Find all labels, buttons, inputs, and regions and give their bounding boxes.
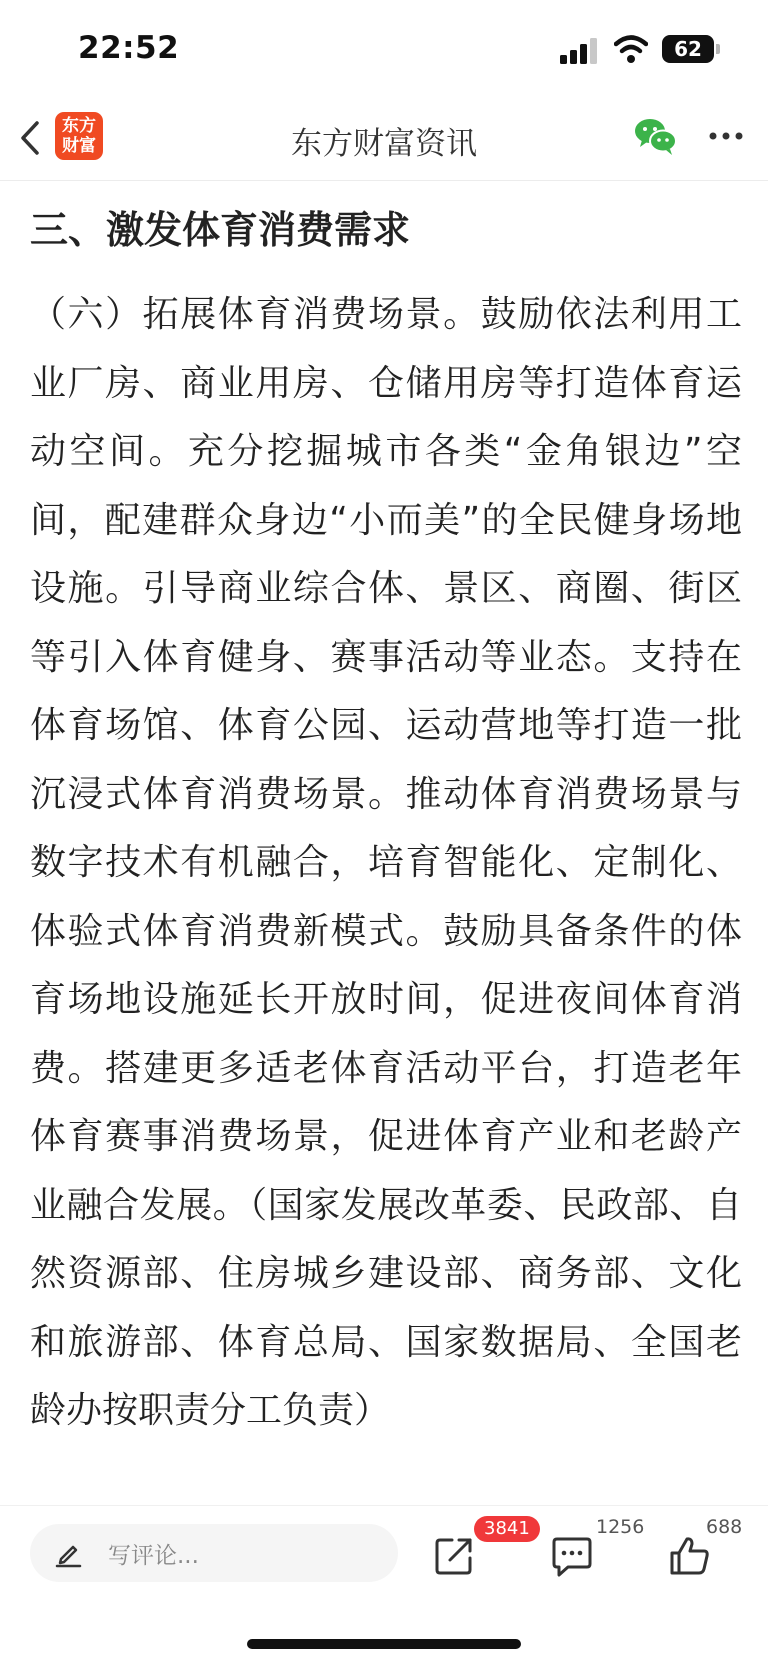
wifi-icon (614, 34, 648, 64)
logo-line-2: 财富 (62, 136, 96, 156)
more-options-icon[interactable] (708, 124, 744, 148)
share-count-badge: 3841 (474, 1516, 540, 1542)
comment-icon[interactable] (550, 1536, 594, 1578)
status-bar (0, 0, 768, 100)
section-heading: 三、激发体育消费需求 (30, 208, 411, 252)
article-paragraph: （六）拓展体育消费场景。鼓励依法利用工业厂房、商业用房、仓储用房等打造体育运动空间。充分挖掘城市各类“金角银边”空间，配建群众身边“小而美”的全民健身场地设施。引导商业综合体、景区、商圈、街区等引入体育健身、赛事活动等业态。支持在体育场馆、体育公园、运动营地等打造一批沉浸式体育消费场景。推动体育消费场景与数字技术有机融合，培育智能化、定制化、体验式体育消费新模式。鼓励具备条件的体育场地设施延长开放时间，促进夜间体育消费。搭建更多适老体育活动平台，打造老年体育赛事消费场景，促进体育产业和老龄产业融合发展。（国家发展改革委、民政部、自然资源部、住房城乡建设部、商务部、文化和旅游部、体育总局、国家数据局、全国老龄办按职责分工负责） (30, 294, 742, 1431)
comments-count: 1256 (596, 1516, 645, 1538)
bottom-action-bar (0, 1505, 768, 1664)
back-arrow-icon[interactable] (16, 118, 46, 158)
pen-icon (54, 1538, 84, 1568)
wechat-icon[interactable] (634, 116, 678, 156)
status-time: 22:52 (78, 30, 180, 66)
article-content[interactable] (30, 181, 742, 1505)
battery-cap (716, 44, 720, 54)
share-icon[interactable] (434, 1536, 474, 1576)
nav-bar (0, 100, 768, 181)
battery-icon: 62 (662, 35, 714, 63)
logo-line-1: 东方 (62, 116, 96, 136)
home-indicator[interactable] (247, 1639, 521, 1649)
likes-count: 688 (706, 1516, 743, 1538)
app-logo[interactable] (55, 112, 103, 160)
comment-input[interactable] (30, 1524, 398, 1582)
signal-icon (560, 38, 600, 64)
comment-placeholder: 写评论... (108, 1543, 199, 1569)
thumbs-up-icon[interactable] (668, 1534, 712, 1578)
page-title: 东方财富资讯 (291, 126, 477, 162)
